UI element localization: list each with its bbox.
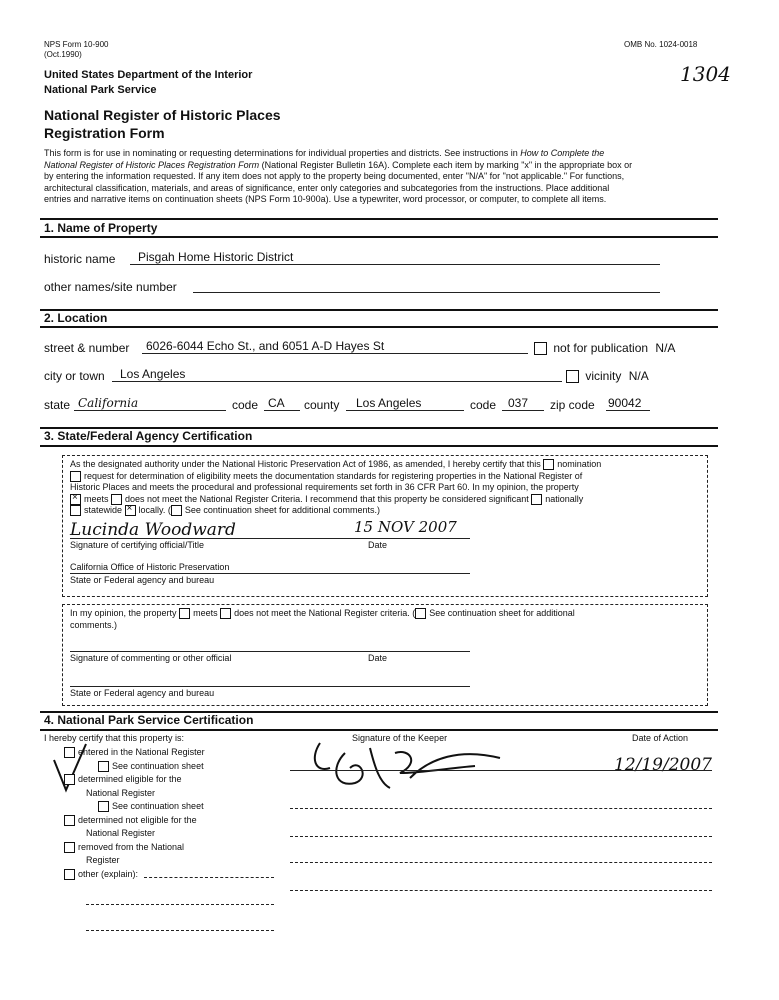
not-for-publication: not for publication N/A (534, 341, 675, 355)
agency2-label: State or Federal agency and bureau (70, 688, 215, 698)
section4-title: 4. National Park Service Certification (44, 713, 254, 727)
signature-line (70, 538, 470, 539)
form-date: (Oct.1990) (44, 50, 82, 59)
continuation-sheet-checkbox[interactable] (171, 505, 182, 516)
eligible-checkbox[interactable] (64, 774, 75, 785)
city-label: city or town (44, 369, 105, 383)
option-not-eligible: determined not eligible for the (64, 814, 205, 828)
option-removed: removed from the National (64, 841, 205, 855)
entered-continuation-checkbox[interactable] (98, 761, 109, 772)
request-checkbox[interactable] (70, 471, 81, 482)
street-label: street & number (44, 341, 130, 355)
city-field[interactable]: Los Angeles (120, 367, 186, 381)
form-title: National Register of Historic Places (44, 107, 281, 123)
service: National Park Service (44, 84, 157, 96)
option-removed-line2: Register (86, 855, 120, 865)
option-eligible-line2: National Register (86, 787, 156, 798)
action-date: 12/19/2007 (614, 755, 712, 775)
signature-label: Signature of certifying official/Title (70, 540, 205, 550)
not-eligible-checkbox[interactable] (64, 815, 75, 826)
county-line (346, 410, 464, 411)
code-line (264, 410, 300, 411)
does-not-meet-checkbox[interactable] (111, 494, 122, 505)
eligible-continuation-checkbox[interactable] (98, 801, 109, 812)
zip-line (606, 410, 650, 411)
keeper-line-5 (290, 890, 712, 891)
street-line (142, 353, 528, 354)
form-number: NPS Form 10-900 (44, 40, 109, 49)
action-label: Date of Action (632, 733, 689, 743)
locally-checkbox[interactable] (125, 505, 136, 516)
certifying-signature: Lucinda Woodward (70, 520, 236, 540)
nps-options (64, 746, 205, 881)
county-label: county (304, 398, 340, 412)
handwritten-number: 1304 (680, 62, 731, 86)
code2-line (502, 410, 544, 411)
opinion-continuation-checkbox[interactable] (415, 608, 426, 619)
statewide-checkbox[interactable] (70, 505, 81, 516)
option-not-eligible-line2: National Register (86, 828, 156, 838)
other-explain-line-1[interactable] (144, 877, 274, 878)
meets-checkbox[interactable] (70, 494, 81, 505)
city-line (112, 381, 562, 382)
omb-number: OMB No. 1024-0018 (624, 40, 698, 49)
nomination-checkbox[interactable] (543, 459, 554, 470)
opinion-not-meet-checkbox[interactable] (220, 608, 231, 619)
section1-title: 1. Name of Property (44, 221, 158, 235)
section1-rule-bottom (40, 236, 718, 238)
certification-date: 15 NOV 2007 (354, 518, 457, 536)
agency-line (70, 573, 470, 574)
vicinity-checkbox[interactable] (566, 370, 579, 383)
section3-title: 3. State/Federal Agency Certification (44, 429, 253, 443)
section3-rule-bottom (40, 445, 718, 447)
other-names-field[interactable] (193, 292, 660, 293)
date-label: Date (368, 540, 388, 550)
historic-name-label: historic name (44, 252, 116, 266)
option-other: other (explain): (64, 868, 205, 882)
street-field[interactable]: 6026-6044 Echo St., and 6051 A-D Hayes St (146, 339, 385, 353)
signature2-label: Signature of commenting or other official (70, 653, 232, 663)
section2-rule (40, 309, 718, 311)
removed-checkbox[interactable] (64, 842, 75, 853)
vicinity: vicinity N/A (566, 369, 649, 383)
code-label: code (232, 398, 259, 412)
option-entered-sub: See continuation sheet (98, 760, 205, 774)
option-entered: entered in the National Register (64, 746, 205, 760)
agency2-line (70, 686, 470, 687)
signature2-line (70, 651, 470, 652)
other-explain-line-3[interactable] (86, 930, 274, 931)
zip-label: zip code (550, 398, 595, 412)
section1-rule (40, 218, 718, 220)
form-subtitle: Registration Form (44, 125, 165, 141)
historic-name-line (130, 264, 660, 265)
keeper-line-4 (290, 862, 712, 863)
code-field[interactable]: CA (268, 396, 285, 410)
code2-field[interactable]: 037 (508, 396, 529, 410)
state-line (74, 410, 226, 411)
nationally-checkbox[interactable] (531, 494, 542, 505)
state-label: state (44, 398, 71, 412)
section2-title: 2. Location (44, 311, 108, 325)
certify-statement: I hereby certify that this property is: (44, 733, 185, 743)
certification-text: As the designated authority under the National Historic Preservation Act of 1986, as amended, I hereby certify that this nomination request for determination of eligibility meets the documentation standards for registering properties in the National Register of Historic Places and meets the procedural and professional requirements set forth in 36 CFR Part 60. In my opinion, the property ×meets does not meet the National Register Criteria. I recommend that this property be considered significant nationally statewide × locally. ( See continuation sheet for additional comments.) (70, 459, 700, 517)
agency-label: State or Federal agency and bureau (70, 575, 215, 585)
keeper-line-2 (290, 808, 712, 809)
option-eligible-sub: See continuation sheet (98, 800, 205, 814)
other-explain-line-2[interactable] (86, 904, 274, 905)
entered-checkbox[interactable] (64, 747, 75, 758)
zip-field[interactable]: 90042 (608, 396, 642, 410)
department: United States Department of the Interior (44, 69, 253, 81)
other-names-label: other names/site number (44, 280, 177, 294)
county-field[interactable]: Los Angeles (356, 396, 422, 410)
keeper-signature (300, 728, 560, 808)
keeper-line-3 (290, 836, 712, 837)
code2-label: code (470, 398, 497, 412)
other-checkbox[interactable] (64, 869, 75, 880)
section2-rule-bottom (40, 326, 718, 328)
opinion-meets-checkbox[interactable] (179, 608, 190, 619)
not-for-publication-checkbox[interactable] (534, 342, 547, 355)
option-eligible: determined eligible for the (64, 773, 205, 787)
date2-label: Date (368, 653, 388, 663)
state-field[interactable]: California (78, 396, 139, 410)
keeper-line-1 (290, 770, 712, 771)
opinion-text: In my opinion, the property meets does not meet the National Register criteria. ( See continuation sheet for additional comments.) (70, 608, 575, 630)
agency-name: California Office of Historic Preservation (70, 562, 230, 572)
intro-paragraph: This form is for use in nominating or requesting determinations for individual properties and districts. See instructions in How to Complete the National Register of Historic Places Registration Form (National Register Bulletin 16A). Complete each item by marking "x" in the appropriate box or by entering the information requested. If any item does not apply to the property being documented, enter "N/A" for "not applicable." For functions, architectural classification, materials, and areas of significance, enter only categories and subcategories from the instructions. Place additional entries and narrative items on continuation sheets (NPS Form 10-900a). Use a typewriter, word processor, or computer, to complete all items. (44, 148, 633, 204)
historic-name-field[interactable]: Pisgah Home Historic District (138, 250, 294, 264)
keeper-label: Signature of the Keeper (352, 733, 448, 743)
